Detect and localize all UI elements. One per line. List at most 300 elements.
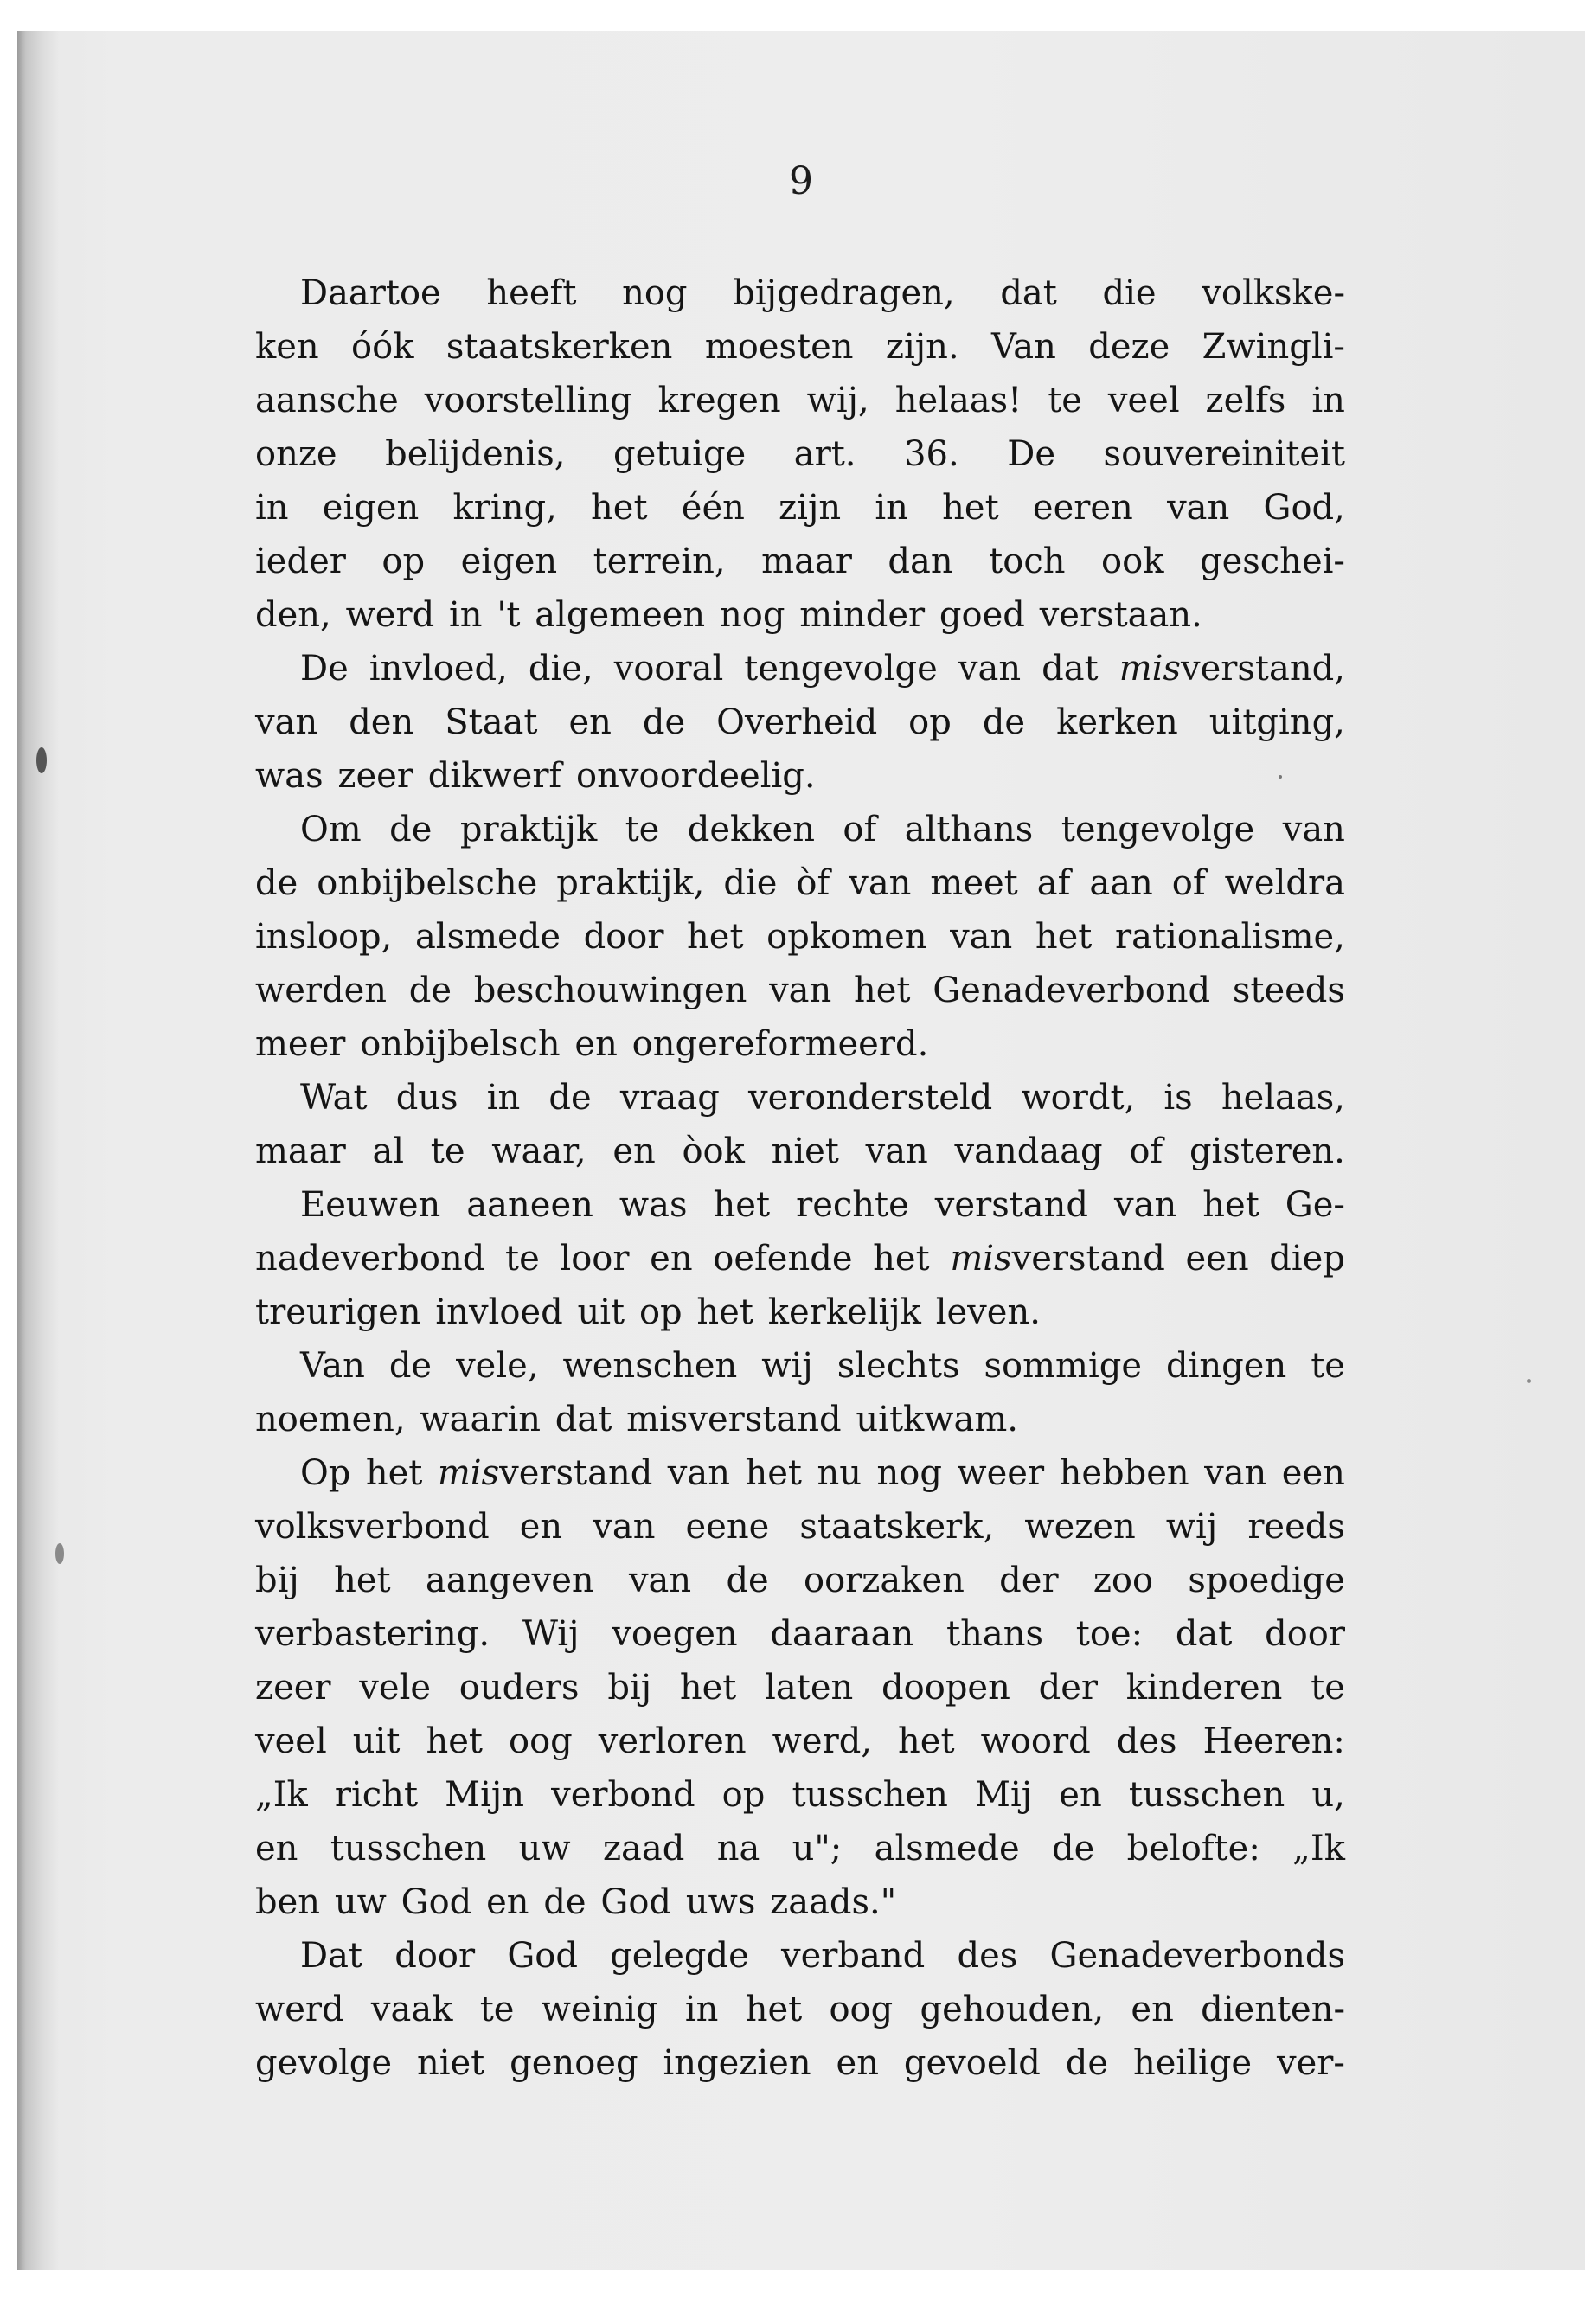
text-line [255,1768,1345,1822]
word: in [486,1078,521,1118]
word: werden [255,971,388,1010]
word: de [1065,2043,1109,2083]
word: reeds [1247,1507,1345,1547]
word: Ge- [1285,1185,1345,1225]
word: en [1059,1775,1102,1815]
text-line [255,374,1345,427]
word: eigen [322,488,420,528]
word: richt [334,1775,419,1815]
word: nog [719,595,785,635]
word: „Ik [255,1775,308,1815]
word: eene [685,1507,770,1547]
word: vraag [619,1078,720,1118]
word: in [449,595,483,635]
word: wij [761,1346,813,1386]
word: dat [1000,273,1057,313]
word: invloed, [369,649,508,689]
word: uitging, [1208,702,1345,742]
word: Daartoe [300,273,441,313]
word: bij [255,1561,299,1600]
word: het [696,1292,753,1332]
word: dat [1175,1614,1233,1654]
word: het [745,1453,802,1493]
word: een [1281,1453,1345,1493]
word: kerkelijk [767,1292,921,1332]
word: gevoeld [903,2043,1041,2083]
word: staatskerken [445,327,673,367]
word: van [958,649,1022,689]
word: invloed [435,1292,563,1332]
word: of [1129,1131,1163,1171]
word: de [255,863,298,903]
text-line [255,1071,1345,1125]
word: van [667,1453,731,1493]
word: goed [939,595,1025,635]
word: Dat [300,1936,362,1976]
word: ieder [255,542,346,581]
word: het [591,488,648,528]
word: der [999,1561,1059,1600]
word: ingezien [663,2043,811,2083]
word: getuige [613,434,747,474]
word: loor [560,1239,630,1279]
word: het [745,1990,803,2029]
word: algemeen [535,595,706,635]
word: thans [946,1614,1043,1654]
word: veel [1107,381,1180,420]
word: dikwerf [427,756,562,796]
word: wordt, [1021,1078,1136,1118]
text-line [255,1822,1345,1875]
word: Om [300,810,362,849]
word: terrein, [593,542,726,581]
word: de [642,702,686,742]
word: al [372,1131,405,1171]
word: Mijn [445,1775,525,1815]
word: uit [352,1721,401,1761]
word: de [982,702,1026,742]
word: moesten [704,327,854,367]
word: ben [255,1882,321,1922]
scanned-page [17,31,1585,2270]
word: u"; [792,1829,843,1868]
word: de [726,1561,769,1600]
word: ver- [1276,2043,1345,2083]
word: en [574,1024,618,1064]
word: zaad [602,1829,685,1868]
text-line [255,1715,1345,1768]
word: staatskerk, [799,1507,995,1547]
text-line [255,1500,1345,1554]
word: Eeuwen [300,1185,441,1225]
word: uw [518,1829,571,1868]
word: verstand [934,1185,1089,1225]
ink-speck [36,747,47,773]
word: één [681,488,745,528]
word: het [1035,917,1093,957]
word: te [430,1131,465,1171]
word: nog [622,273,688,313]
word: kinderen [1125,1668,1283,1708]
word: en [612,1131,656,1171]
text-line [255,1178,1345,1232]
word: bijgedragen, [733,273,955,313]
word: òok [682,1131,745,1171]
word: weldra [1224,863,1345,903]
text-line [255,1017,1345,1071]
word: onbijbelsche [317,863,538,903]
word: God [600,1882,672,1922]
text-line [255,481,1345,535]
word: de [389,810,433,849]
word: is [1163,1078,1193,1118]
word: De [300,649,349,689]
word: het [679,1668,737,1708]
word: óók [351,327,414,367]
word: vandaag [954,1131,1103,1171]
word: toch [989,542,1066,581]
text-line [255,266,1345,320]
word: te [1311,1668,1345,1708]
word: af [1036,863,1071,903]
word: van [1282,810,1345,849]
text-line [255,1232,1345,1285]
word: bij [607,1668,652,1708]
word: leven. [935,1292,1041,1332]
word: weer [957,1453,1045,1493]
word: te [479,1990,515,2029]
word: belofte: [1126,1829,1260,1868]
text-line [255,749,1345,803]
word: was [619,1185,688,1225]
word: het [334,1561,391,1600]
word: spoedige [1188,1561,1345,1600]
word: oog [508,1721,573,1761]
word: zelfs [1205,381,1286,420]
word: en [486,1882,529,1922]
word: uitkwam. [856,1400,1018,1439]
word: beschouwingen [473,971,747,1010]
word: en [568,702,612,742]
word: op [638,1292,683,1332]
word: in [255,488,289,528]
word: die, [528,649,593,689]
word: aan [1089,863,1153,903]
word: God [401,1882,472,1922]
word: oorzaken [804,1561,965,1600]
word: waarin [420,1400,541,1439]
word: gehouden, [920,1990,1105,2029]
word: gelegde [610,1936,749,1976]
word: dan [888,542,953,581]
word: veel [255,1721,327,1761]
word: Overheid [716,702,878,742]
word: gevolge [255,2043,393,2083]
word: uit [577,1292,625,1332]
word: onvoordeelig. [576,756,816,796]
word: wenschen [562,1346,738,1386]
word: wij, [806,381,869,420]
word: het [365,1453,423,1493]
word: praktijk [459,810,598,849]
word: des [957,1936,1018,1976]
word: nog [876,1453,942,1493]
word: kerken [1056,702,1178,742]
word: dus [395,1078,458,1118]
word: alsmede [414,917,561,957]
word: voorstelling [424,381,632,420]
word: het [898,1721,955,1761]
word: praktijk, [556,863,705,903]
word: op [381,542,426,581]
word: verbastering. [255,1614,490,1654]
word: 36. [904,434,959,474]
word: de [388,1346,433,1386]
word: het [1202,1185,1259,1225]
word: onze [255,434,337,474]
word: van [865,1131,928,1171]
word: van [769,971,832,1010]
word: den, [255,595,331,635]
italic-prefix: mis [950,1239,1012,1279]
text-line [255,856,1345,910]
word: werd [345,595,435,635]
word: tengevolge [1061,810,1255,849]
word: misverstand, [1118,649,1345,689]
text-line [255,910,1345,964]
word: opkomen [766,917,927,957]
word: eigen [460,542,558,581]
word: dekken [687,810,815,849]
word: zeer [255,1668,331,1708]
word: verondersteld [747,1078,993,1118]
word: althans [904,810,1034,849]
word: het [873,1239,930,1279]
word: art. [793,434,856,474]
word: Mij [975,1775,1033,1815]
word: in [1311,381,1345,420]
text-line [255,1661,1345,1715]
word: rechte [796,1185,909,1225]
word: sommige [984,1346,1143,1386]
body-text [255,266,1345,2090]
text-line [255,1339,1345,1393]
word: niet [416,2043,485,2083]
word: verloren [598,1721,747,1761]
word: ken [255,327,319,367]
word: tusschen [792,1775,948,1815]
word: van [628,1561,692,1600]
word: te [505,1239,540,1279]
word: tusschen [330,1829,487,1868]
word: door [1265,1614,1345,1654]
word: hebben [1059,1453,1189,1493]
word: zijn. [885,327,959,367]
word: òf [796,863,830,903]
word: weinig [541,1990,658,2029]
text-line [255,535,1345,588]
word: in [684,1990,719,2029]
word: Wat [300,1078,368,1118]
text-line [255,1607,1345,1661]
word: misverstand [626,1400,842,1439]
word: en [1131,1990,1174,2029]
text-line [255,1875,1345,1929]
word: in [875,488,908,528]
word: vele [359,1668,432,1708]
word: het [687,917,744,957]
word: werd, [772,1721,873,1761]
word: Staat [445,702,538,742]
word: tusschen [1128,1775,1285,1815]
text-line [255,1285,1345,1339]
word: helaas, [1221,1078,1345,1118]
word: God [507,1936,578,1976]
word: wezen [1024,1507,1136,1547]
word: Genadeverbonds [1049,1936,1345,1976]
word: Genadeverbond [933,971,1211,1010]
text-line [255,964,1345,1017]
word: minder [799,595,926,635]
word: van [950,917,1013,957]
word: doopen [881,1668,1010,1708]
word: Zwingli- [1202,327,1345,367]
word: rationalisme, [1114,917,1345,957]
word: een [1185,1239,1249,1279]
word: te [625,810,660,849]
word: werd [255,1990,344,2029]
word: waar, [491,1131,586,1171]
word: De [1007,434,1055,474]
word: te [1311,1346,1345,1386]
word: aaneen [466,1185,593,1225]
text-line [255,642,1345,695]
word: op [721,1775,766,1815]
word: de [1052,1829,1095,1868]
word: gisteren. [1189,1131,1345,1171]
word: het [426,1721,483,1761]
word: meet [930,863,1018,903]
word: van [1204,1453,1267,1493]
word: Wij [522,1614,580,1654]
word: niet [771,1131,839,1171]
text-line [255,1554,1345,1607]
word: ongereformeerd. [631,1024,929,1064]
word: tengevolge [744,649,938,689]
text-line [255,695,1345,749]
word: het [942,488,999,528]
word: heilige [1132,2043,1253,2083]
word: was [255,756,324,796]
word: volkske- [1202,273,1345,313]
text-line [255,588,1345,642]
word: maar [255,1131,346,1171]
word: kring, [452,488,557,528]
word: oog [829,1990,894,2029]
word: heeft [486,273,577,313]
word: zijn [779,488,842,528]
word: woord [980,1721,1091,1761]
word: na [716,1829,760,1868]
word: zoo [1093,1561,1154,1600]
word: genoeg [510,2043,638,2083]
book-spine-shadow [17,31,59,2270]
word: en [650,1239,693,1279]
word: en [255,1829,298,1868]
text-line [255,427,1345,481]
word: dingen [1166,1346,1287,1386]
word: voegen [612,1614,738,1654]
word: des [1116,1721,1177,1761]
word: zeer [337,756,413,796]
word: aangeven [425,1561,594,1600]
word: Van [300,1346,365,1386]
word: van [255,702,318,742]
word: God, [1263,488,1345,528]
word: of [1171,863,1206,903]
word: door [583,917,664,957]
word: van [849,863,912,903]
word: meer [255,1024,346,1064]
word: vaak [370,1990,453,2029]
word: helaas! [894,381,1022,420]
word: van [1167,488,1230,528]
word: dienten- [1201,1990,1345,2029]
word: van [1114,1185,1177,1225]
word: der [1038,1668,1099,1708]
word: kregen [657,381,781,420]
word: verband [781,1936,926,1976]
text-line [255,1125,1345,1178]
word: de [548,1078,592,1118]
word: onbijbelsch [360,1024,561,1064]
word: uw [334,1882,387,1922]
word: maar [761,542,852,581]
word: „Ik [1292,1829,1345,1868]
word: belijdenis, [385,434,566,474]
word: eeren [1032,488,1133,528]
text-line [255,1929,1345,1983]
italic-prefix: mis [437,1453,500,1493]
page-number: 9 [789,159,813,203]
word: treurigen [255,1292,421,1332]
italic-prefix: mis [1118,649,1181,689]
word: of [843,810,877,849]
word: wij [1165,1507,1218,1547]
word: die [723,863,778,903]
word: verbond [551,1775,695,1815]
text-line [255,803,1345,856]
word: Van [991,327,1056,367]
word: te [1048,381,1082,420]
word: geschei- [1199,542,1345,581]
word: volksverbond [255,1507,490,1547]
word: van [593,1507,656,1547]
word: den [349,702,414,742]
word: uws [685,1882,756,1922]
word: deze [1088,327,1170,367]
word: Op [300,1453,351,1493]
word: het [853,971,911,1010]
text-line [255,2036,1345,2090]
word: 't [497,595,521,635]
word: misverstand [437,1453,653,1493]
word: diep [1269,1239,1345,1279]
word: vooral [613,649,724,689]
ink-speck [55,1543,64,1564]
word: nu [817,1453,862,1493]
word: zaads." [770,1882,897,1922]
